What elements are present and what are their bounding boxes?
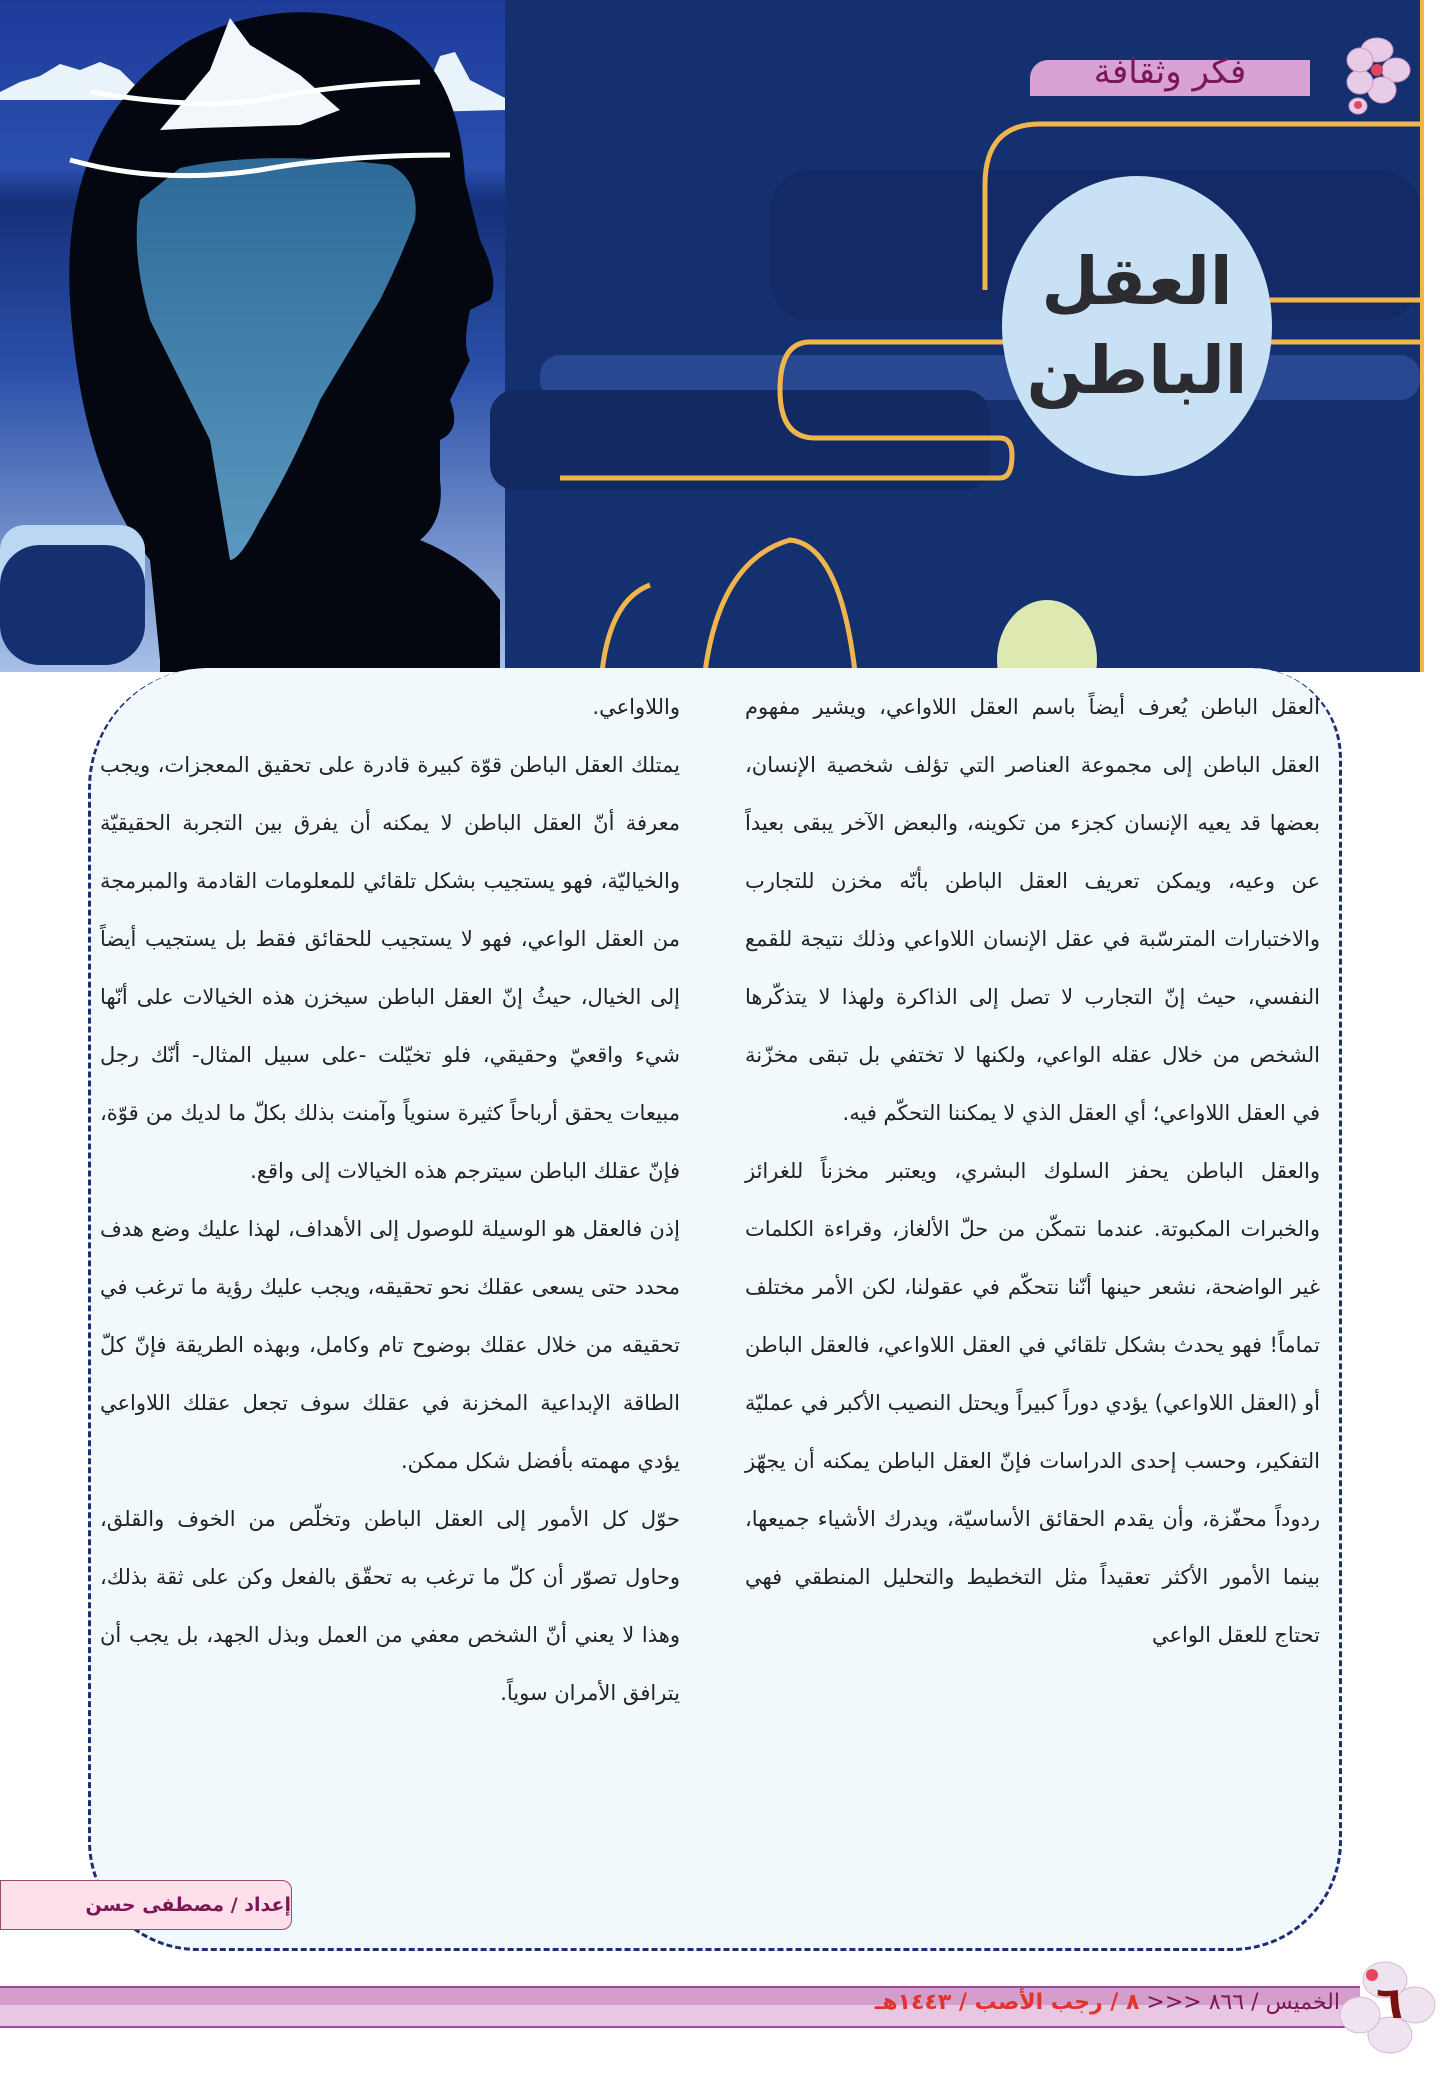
page-number: ٦ xyxy=(1376,1978,1403,2029)
section-label: فكر وثقافة xyxy=(1093,52,1247,92)
panel-block xyxy=(505,0,1420,672)
left-shelf-dark xyxy=(0,545,145,665)
title-badge xyxy=(1002,176,1272,476)
paragraph: إذن فالعقل هو الوسيلة للوصول إلى الأهداف، لهذا عليك وضع هدف محدد حتى يسعى عقلك نحو تحقيقه، ويجب عليك رؤية ما ترغب في تحقيقه من خلال عقلك بوضوح تام وكامل، وبهذه الطريقة فإنّ كلّ الطاقة الإبداعية المخزنة في عقلك سوف تجعل عقلك اللاواعي يؤدي مهمته بأفضل شكل ممكن. xyxy=(100,1217,680,1473)
footer-date: ٨ / رجب الأصب / ١٤٤٣هـ xyxy=(874,1990,1140,2015)
paragraph: حوّل كل الأمور إلى العقل الباطن وتخلّص من الخوف والقلق، وحاول تصوّر أن كلّ ما ترغب به تحقّق بالفعل وكن على ثقة بذلك، وهذا لا يعني أنّ الشخص معفي من العمل وبذل الجهد، بل يجب أن يترافق الأمران سوياً. xyxy=(100,1507,680,1705)
blossom-icon xyxy=(1322,30,1412,120)
article-column-right xyxy=(745,678,1320,1664)
paragraph: يمتلك العقل الباطن قوّة كبيرة قادرة على تحقيق المعجزات، ويجب معرفة أنّ العقل الباطن لا يمكنه أن يفرق بين التجربة الحقيقيّة والخياليّة، فهو يستجيب بشكل تلقائي للمعلومات القادمة والمبرمجة من العقل الواعي، فهو لا يستجيب للحقائق فقط بل يستجيب أيضاً إلى الخيال، حيثُ إنّ العقل الباطن سيخزن هذه الخيالات على أنّها شيء واقعيّ وحقيقي، فلو تخيّلت -على سبيل المثال- أنّك رجل مبيعات يحقق أرباحاً كثيرة سنوياً وآمنت بذلك بكلّ ما لديك من قوّة، فإنّ عقلك الباطن سيترجم هذه الخيالات إلى واقع. xyxy=(100,753,680,1183)
header-banner xyxy=(0,0,1424,672)
paragraph: والعقل الباطن يحفز السلوك البشري، ويعتبر مخزناً للغرائز والخبرات المكبوتة. عندما نتمكّن من حلّ الألغاز، وقراءة الكلمات غير الواضحة، نشعر حينها أنّنا نتحكّم في عقولنا، لكن الأمر مختلف تماماً! فهو يحدث بشكل تلقائي في العقل اللاواعي، فالعقل الباطن أو (العقل اللاواعي) يؤدي دوراً كبيراً ويحتل النصيب الأكبر في عمليّة التفكير، وحسب إحدى الدراسات فإنّ العقل الباطن يمكنه أن يجهّز ردوداً محفّزة، وأن يقدم الحقائق الأساسيّة، ويدرك الأشياء جميعها، بينما الأمور الأكثر تعقيداً مثل التخطيط والتحليل المنطقي فهي تحتاج للعقل الواعي xyxy=(745,1159,1320,1647)
author-name: إعداد / مصطفى حسن xyxy=(85,1894,291,1916)
author-credit xyxy=(0,1880,292,1930)
article-title-line2: الباطن xyxy=(1026,332,1248,409)
paragraph: واللاواعي. xyxy=(592,695,680,719)
footer-day-issue: الخميس / ٨٦٦ <<< xyxy=(1146,1990,1340,2015)
article-title-line1: العقل xyxy=(1041,242,1233,320)
footer-issue-info xyxy=(875,1990,1340,2015)
article-column-left xyxy=(100,678,680,1722)
paragraph: العقل الباطن يُعرف أيضاً باسم العقل اللاواعي، ويشير مفهوم العقل الباطن إلى مجموعة العناصر التي تؤلف شخصية الإنسان، بعضها قد يعيه الإنسان كجزء من تكوينه، والبعض الآخر يبقى بعيداً عن وعيه، ويمكن تعريف العقل الباطن بأنّه مخزن للتجارب والاختبارات المترسّبة في عقل الإنسان اللاواعي وذلك نتيجة للقمع النفسي، حيث إنّ التجارب لا تصل إلى الذاكرة ولهذا لا يتذكّرها الشخص من خلال عقله الواعي، ولكنها لا تختفي بل تبقى مخزّنة في العقل اللاواعي؛ أي العقل الذي لا يمكننا التحكّم فيه. xyxy=(745,695,1320,1125)
